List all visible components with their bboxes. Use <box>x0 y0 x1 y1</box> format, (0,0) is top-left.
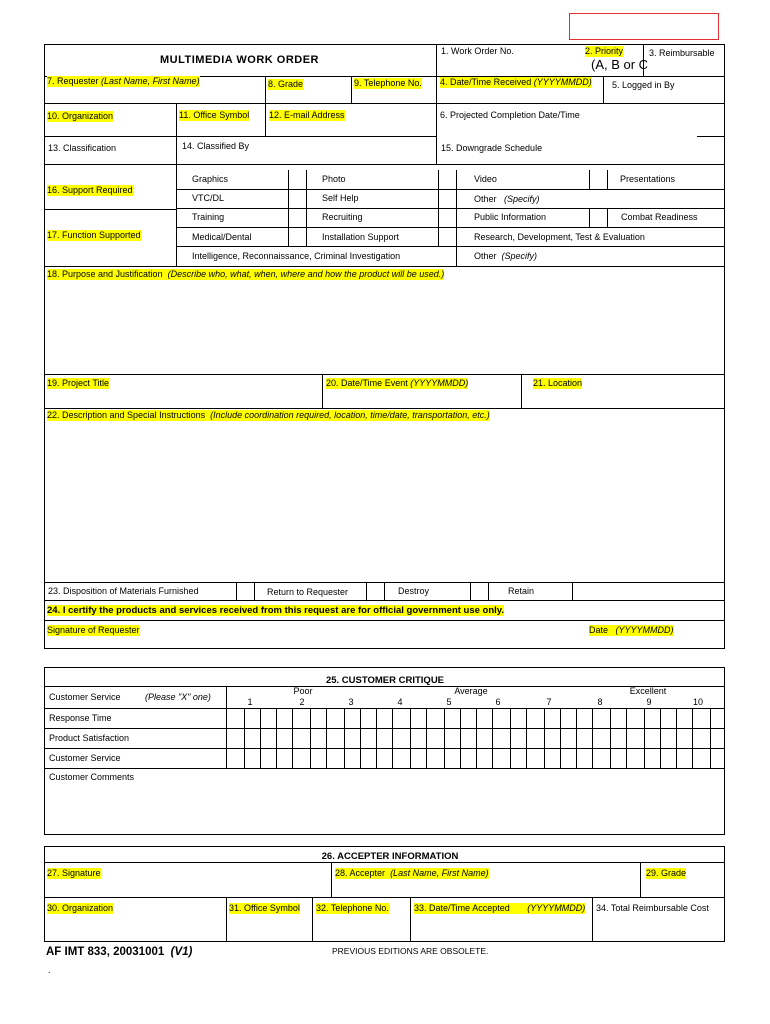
scale-poor: Poor <box>293 686 313 696</box>
grid-line <box>692 708 693 768</box>
option-self-help[interactable]: Self Help <box>322 193 359 203</box>
field-14-label: 14. Classified By <box>182 141 250 151</box>
grid-line <box>644 708 645 768</box>
please-x-one: (Please "X" one) <box>145 692 211 702</box>
field-24-certify: 24. I certify the products and services received from this request are for official government use only. <box>47 605 505 616</box>
field-19-label: 19. Project Title <box>47 378 110 388</box>
field-34-label: 34. Total Reimbursable Cost <box>596 903 709 913</box>
field-13-label: 13. Classification <box>48 143 117 153</box>
option-video[interactable]: Video <box>474 174 497 184</box>
grid-line <box>260 708 261 768</box>
field-16-label: 16. Support Required <box>47 185 133 195</box>
option-photo[interactable]: Photo <box>322 174 346 184</box>
scale-7: 7 <box>546 697 552 707</box>
form-id: AF IMT 833, 20031001 (V1) <box>46 946 193 958</box>
field-30-label: 30. Organization <box>47 903 114 913</box>
grid-line <box>344 708 345 768</box>
field-29-label: 29. Grade <box>646 868 687 878</box>
scale-1: 1 <box>247 697 253 707</box>
field-1-label: 1. Work Order No. <box>441 46 514 56</box>
scale-average: Average <box>454 686 488 696</box>
footer-dot: . <box>48 965 51 975</box>
form-title: MULTIMEDIA WORK ORDER <box>160 54 319 66</box>
option-graphics[interactable]: Graphics <box>192 174 229 184</box>
grid-line <box>676 708 677 768</box>
grid-line <box>592 708 593 768</box>
option-research[interactable]: Research, Development, Test & Evaluation <box>474 232 645 242</box>
field-6-label: 6. Projected Completion Date/Time <box>440 110 580 120</box>
field-21-label: 21. Location <box>533 378 583 388</box>
option-retain[interactable]: Retain <box>508 586 535 596</box>
field-15-label: 15. Downgrade Schedule <box>441 143 543 153</box>
grid-line <box>526 708 527 768</box>
field-10-label: 10. Organization <box>47 111 114 121</box>
scale-2: 2 <box>299 697 305 707</box>
option-intel[interactable]: Intelligence, Reconnaissance, Criminal Investigation <box>192 251 401 261</box>
option-public-info[interactable]: Public Information <box>474 212 547 222</box>
grid-line <box>460 708 461 768</box>
field-22-label: 22. Description and Special Instructions (Include coordination required, location, time/date, transportation, etc.) <box>47 410 490 420</box>
grid-line <box>292 708 293 768</box>
field-2-value[interactable]: (A, B or C <box>591 57 649 72</box>
option-medical[interactable]: Medical/Dental <box>192 232 252 242</box>
customer-comments-label: Customer Comments <box>49 772 135 782</box>
field-3-label: 3. Reimbursable <box>649 48 715 58</box>
grid-line <box>510 708 511 768</box>
scale-5: 5 <box>446 697 452 707</box>
option-training[interactable]: Training <box>192 212 225 222</box>
grid-line <box>710 708 711 768</box>
red-annotation-box <box>569 13 719 40</box>
field-23-label: 23. Disposition of Materials Furnished <box>48 586 199 596</box>
field-17-label: 17. Function Supported <box>47 230 141 240</box>
customer-service-header: Customer Service <box>49 692 121 702</box>
row-customer-service: Customer Service <box>49 753 121 763</box>
grid-line <box>360 708 361 768</box>
field-8-label: 8. Grade <box>268 79 304 89</box>
grid-line <box>244 708 245 768</box>
option-recruiting[interactable]: Recruiting <box>322 212 363 222</box>
field-32-label: 32. Telephone No. <box>316 903 389 913</box>
grid-line <box>376 708 377 768</box>
grid-line <box>444 708 445 768</box>
field-2-label: 2. Priority <box>585 46 624 56</box>
field-33-label: 33. Date/Time Accepted (YYYYMMDD) <box>414 903 586 913</box>
field-5-label: 5. Logged in By <box>612 80 675 90</box>
field-4-label: 4. Date/Time Received (YYYYMMDD) <box>440 77 592 87</box>
row-response-time: Response Time <box>49 713 112 723</box>
grid-line <box>610 708 611 768</box>
scale-3: 3 <box>348 697 354 707</box>
grid-line <box>626 708 627 768</box>
grid-line <box>410 708 411 768</box>
field-7-label: 7. Requester (Last Name, First Name) <box>47 76 200 86</box>
row-product-satisfaction: Product Satisfaction <box>49 733 130 743</box>
option-combat[interactable]: Combat Readiness <box>621 212 698 222</box>
grid-line <box>326 708 327 768</box>
field-11-label: 11. Office Symbol <box>179 110 250 120</box>
grid-line <box>560 708 561 768</box>
option-return[interactable]: Return to Requester <box>267 587 349 597</box>
signature-requester-label: Signature of Requester <box>47 625 140 635</box>
field-27-label: 27. Signature <box>47 868 101 878</box>
grid-line <box>226 708 227 768</box>
grid-line <box>544 708 545 768</box>
grid-line <box>426 708 427 768</box>
grid-line <box>660 708 661 768</box>
critique-title: 25. CUSTOMER CRITIQUE <box>325 675 445 686</box>
option-other[interactable]: Other (Specify) <box>474 194 540 204</box>
scale-6: 6 <box>495 697 501 707</box>
scale-4: 4 <box>397 697 403 707</box>
grid-line <box>576 708 577 768</box>
option-presentations[interactable]: Presentations <box>620 174 676 184</box>
scale-excellent: Excellent <box>629 686 667 696</box>
option-installation[interactable]: Installation Support <box>322 232 400 242</box>
option-vtc[interactable]: VTC/DL <box>192 193 225 203</box>
scale-8: 8 <box>597 697 603 707</box>
field-18-label: 18. Purpose and Justification (Describe who, what, when, where and how the product will be used.) <box>47 269 445 279</box>
accepter-title: 26. ACCEPTER INFORMATION <box>321 851 459 862</box>
field-31-label: 31. Office Symbol <box>229 903 300 913</box>
option-destroy[interactable]: Destroy <box>398 586 430 596</box>
obsolete-notice: PREVIOUS EDITIONS ARE OBSOLETE. <box>332 946 489 956</box>
scale-10: 10 <box>692 697 703 707</box>
option-other2[interactable]: Other (Specify) <box>474 251 538 261</box>
date-label: Date (YYYYMMDD) <box>589 625 674 635</box>
scale-9: 9 <box>646 697 652 707</box>
field-12-label: 12. E-mail Address <box>269 110 345 120</box>
field-20-label: 20. Date/Time Event (YYYYMMDD) <box>326 378 469 388</box>
grid-line <box>392 708 393 768</box>
grid-line <box>476 708 477 768</box>
main-form <box>44 44 725 649</box>
grid-line <box>310 708 311 768</box>
field-28-label: 28. Accepter (Last Name, First Name) <box>335 868 489 878</box>
field-9-label: 9. Telephone No. <box>354 78 422 88</box>
grid-line <box>492 708 493 768</box>
grid-line <box>276 708 277 768</box>
